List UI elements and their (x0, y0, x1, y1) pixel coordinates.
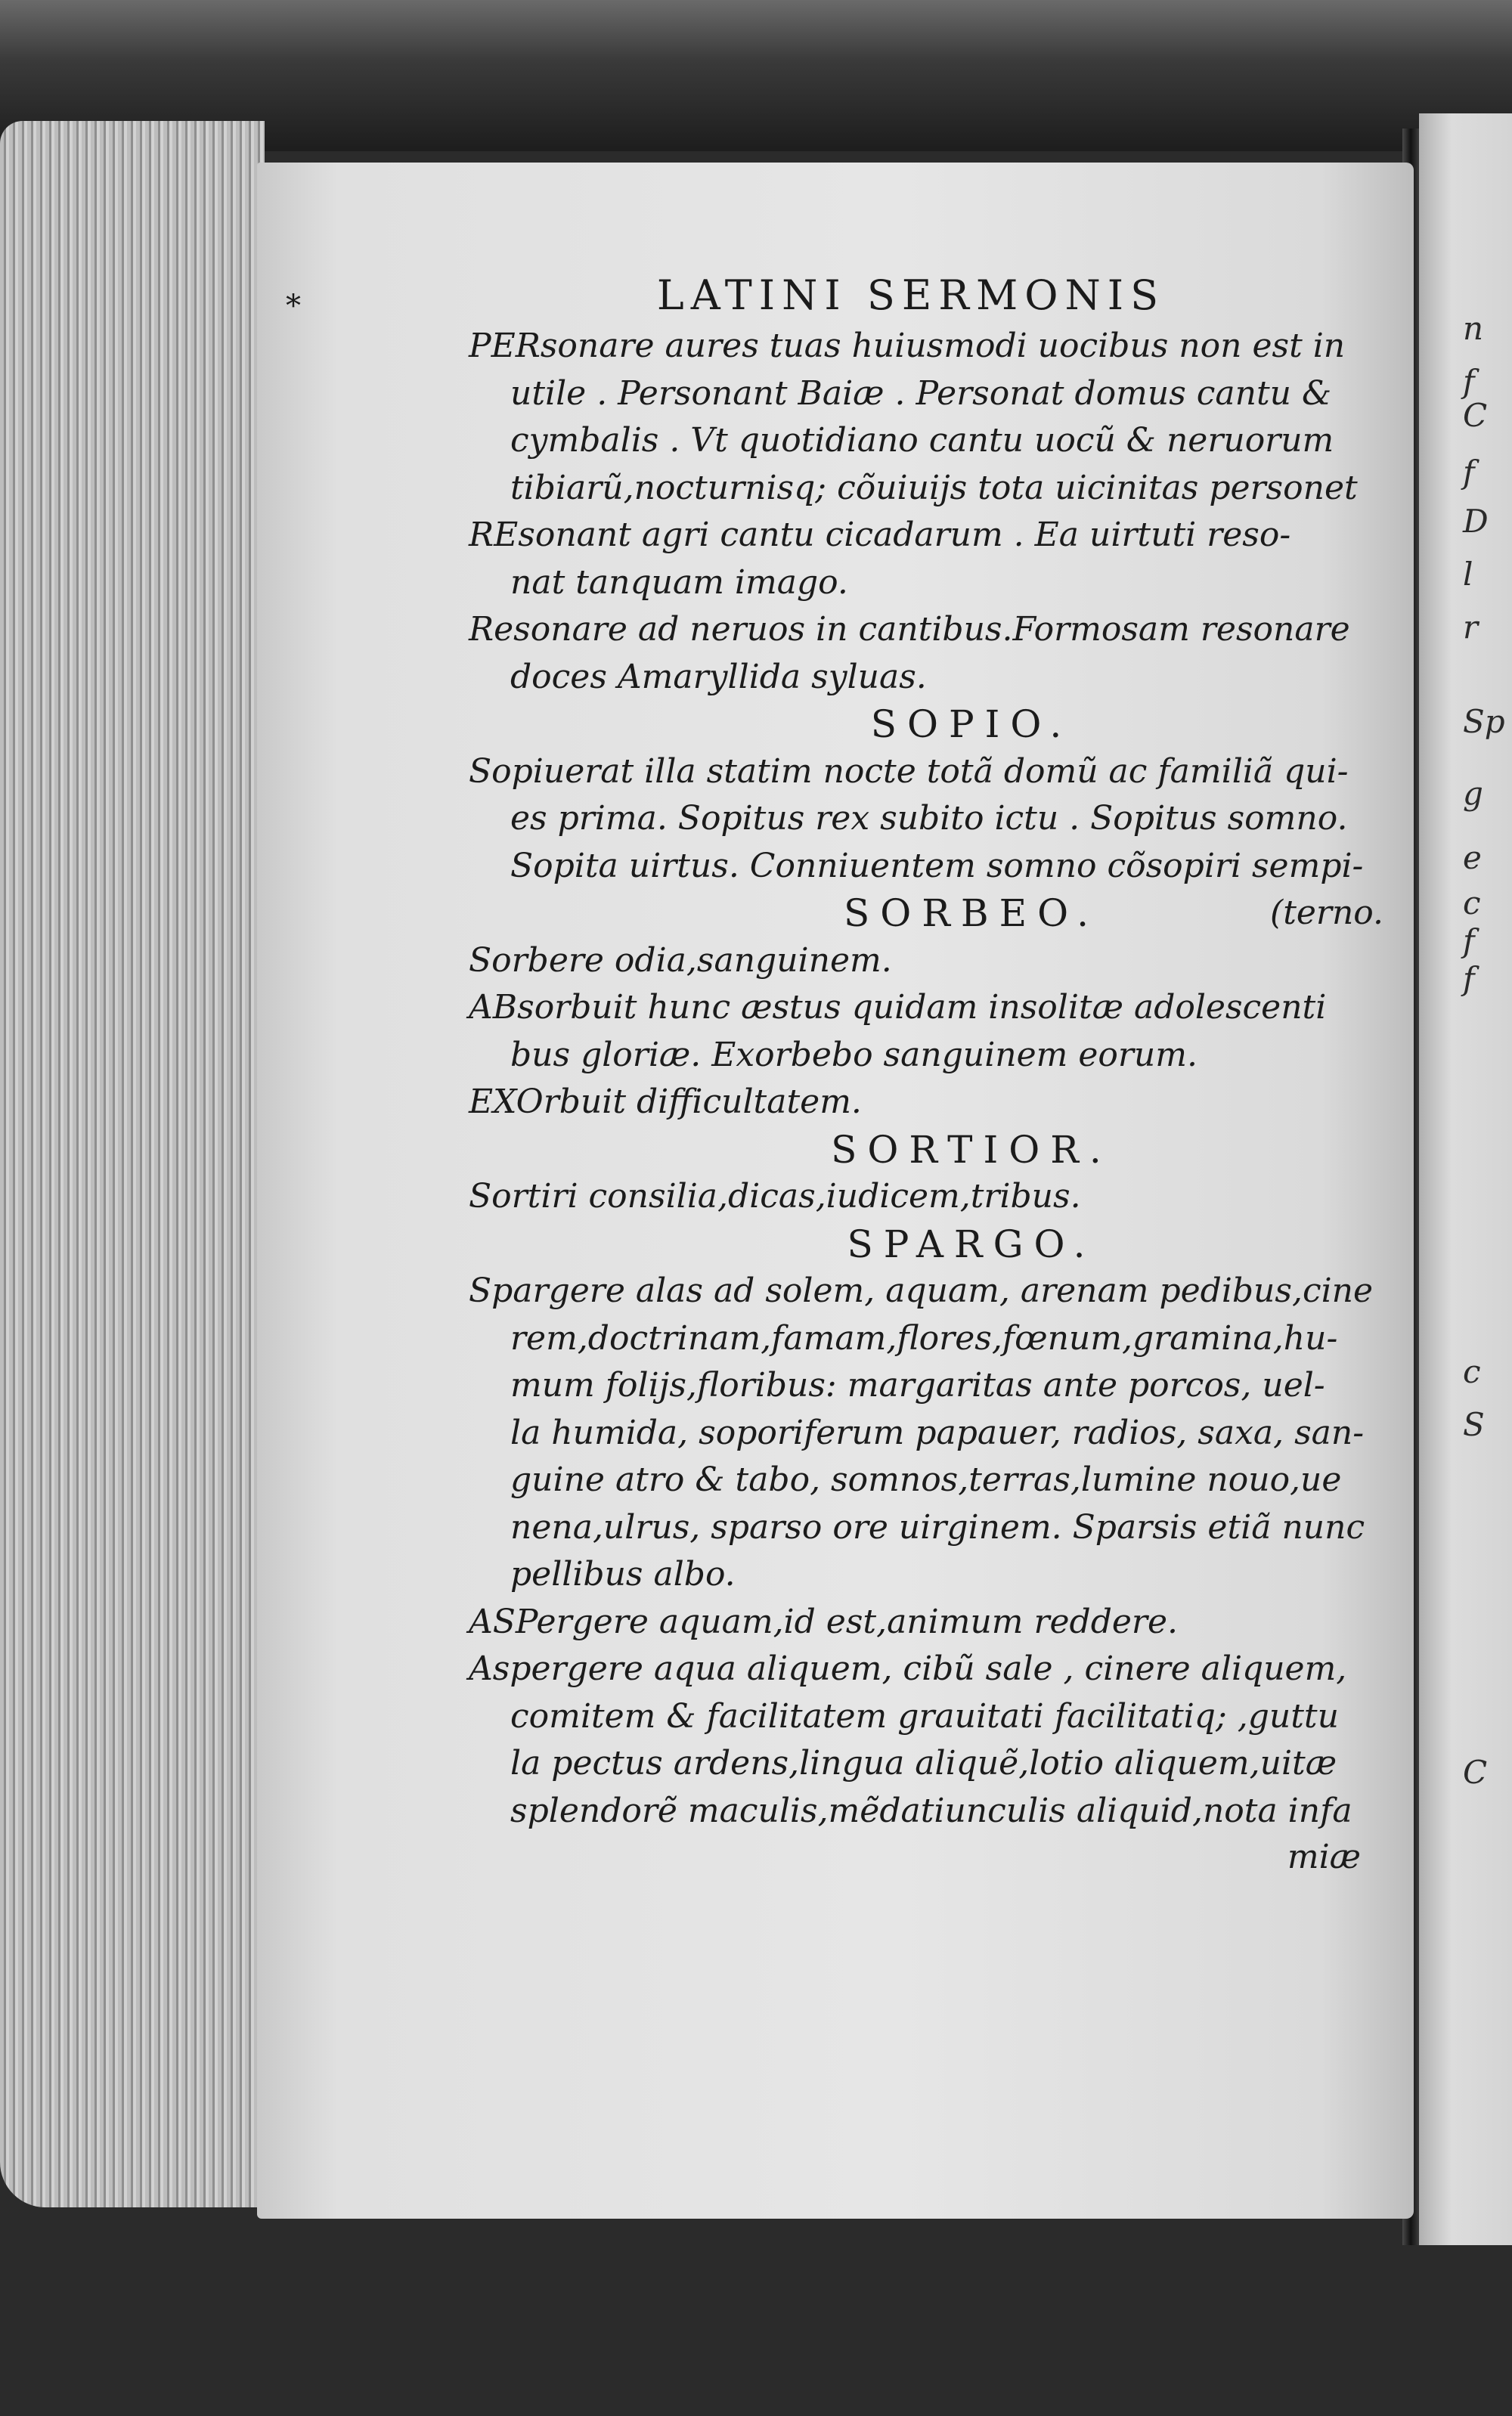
facing-page-fragment: c (1463, 884, 1481, 921)
entry-line: doces Amaryllida syluas. (510, 657, 927, 696)
facing-page-fragment: C (1463, 1754, 1488, 1791)
catchword: miæ (1287, 1838, 1361, 1876)
entry-line: splendorẽ maculis,mẽdatiunculis aliquid,nota infa (510, 1791, 1352, 1830)
entry-line-first: Aspergere aqua aliquem, cibũ sale , cinere aliquem, (469, 1649, 1347, 1688)
entry-line: comitem & facilitatem grauitati facilitatiq; ,guttu (510, 1696, 1339, 1736)
facing-page-fragment: r (1463, 609, 1479, 646)
entry-line: tibiarũ,nocturnisq; cõuiuijs tota uicinitas personet (510, 468, 1358, 507)
entry-line: nat tanquam imago. (510, 562, 848, 602)
entry-heading: SOPIO. (870, 702, 1073, 746)
heading-tail: (terno. (1270, 894, 1383, 932)
facing-page-fragment: D (1463, 503, 1489, 540)
facing-page-fragment: c (1463, 1353, 1481, 1390)
entry-line: bus gloriæ. Exorbebo sanguinem eorum. (510, 1035, 1198, 1074)
entry-line-first: Spargere alas ad solem, aquam, arenam pedibus,cine (469, 1271, 1374, 1310)
entry-line: Sopita uirtus. Conniuentem somno cõsopiri sempi- (510, 846, 1364, 885)
facing-page-fragment: g (1463, 775, 1483, 812)
entry-line-first: ABsorbuit hunc æstus quidam insolitæ adolescenti (469, 988, 1327, 1027)
entry-heading: SPARGO. (847, 1222, 1096, 1266)
facing-page-fragment: f (1463, 960, 1475, 997)
entry-line: cymbalis . Vt quotidiano cantu uocũ & neruorum (510, 421, 1334, 460)
page-text (469, 268, 1383, 1880)
entry-line: la humida, soporiferum papauer, radios, saxa, san- (510, 1413, 1365, 1452)
facing-page-fragment: Sp (1463, 703, 1505, 740)
facing-page-fragment: f (1463, 363, 1475, 400)
running-head: LATINI SERMONIS (656, 271, 1166, 319)
entry-line-first: PERsonare aures tuas huiusmodi uocibus non est in (469, 327, 1346, 365)
entry-line-first: REsonant agri cantu cicadarum . Ea uirtuti reso- (469, 516, 1291, 554)
entry-line-first: Resonare ad neruos in cantibus.Formosam resonare (469, 610, 1350, 649)
entry-line-first: Sopiuerat illa statim nocte totã domũ ac familiã qui- (469, 751, 1349, 791)
entry-heading: SORTIOR. (831, 1127, 1112, 1172)
facing-page-fragment: f (1463, 454, 1475, 491)
entry-line: utile . Personant Baiæ . Personat domus cantu & (510, 373, 1332, 413)
entry-line: nena,ulrus, sparso ore uirginem. Sparsis etiã nunc (510, 1507, 1365, 1547)
entry-line: guine atro & tabo, somnos,terras,lumine nouo,ue (510, 1460, 1342, 1499)
entry-line: la pectus ardens,lingua aliquẽ,lotio aliquem,uitæ (510, 1744, 1337, 1783)
facing-page-fragment: C (1463, 397, 1488, 434)
facing-page-fragment: e (1463, 839, 1482, 876)
facing-page-fragment: S (1463, 1406, 1485, 1443)
entry-line: es prima. Sopitus rex subito ictu . Sopitus somno. (510, 799, 1348, 838)
entry-line-first: Sorbere odia,sanguinem. (469, 940, 892, 980)
facing-page-fragment: n (1463, 310, 1484, 347)
facing-page-fragment: f (1463, 922, 1475, 959)
entry-line-first: Sortiri consilia,dicas,iudicem,tribus. (469, 1177, 1081, 1216)
facing-page-fragment: l (1463, 556, 1473, 593)
page-marker: * (286, 289, 301, 324)
entry-line: rem,doctrinam,famam,flores,fœnum,gramina,hu- (510, 1318, 1338, 1358)
entry-line: pellibus albo. (510, 1555, 736, 1594)
entry-heading: SORBEO. (terno. (469, 890, 1383, 937)
page-edges (0, 121, 265, 2207)
entry-line-first: EXOrbuit difficultatem. (469, 1083, 862, 1121)
entry-line-first: ASPergere aquam,id est,animum reddere. (469, 1602, 1178, 1641)
entry-line: mum folijs,floribus: margaritas ante porcos, uel- (510, 1366, 1325, 1405)
